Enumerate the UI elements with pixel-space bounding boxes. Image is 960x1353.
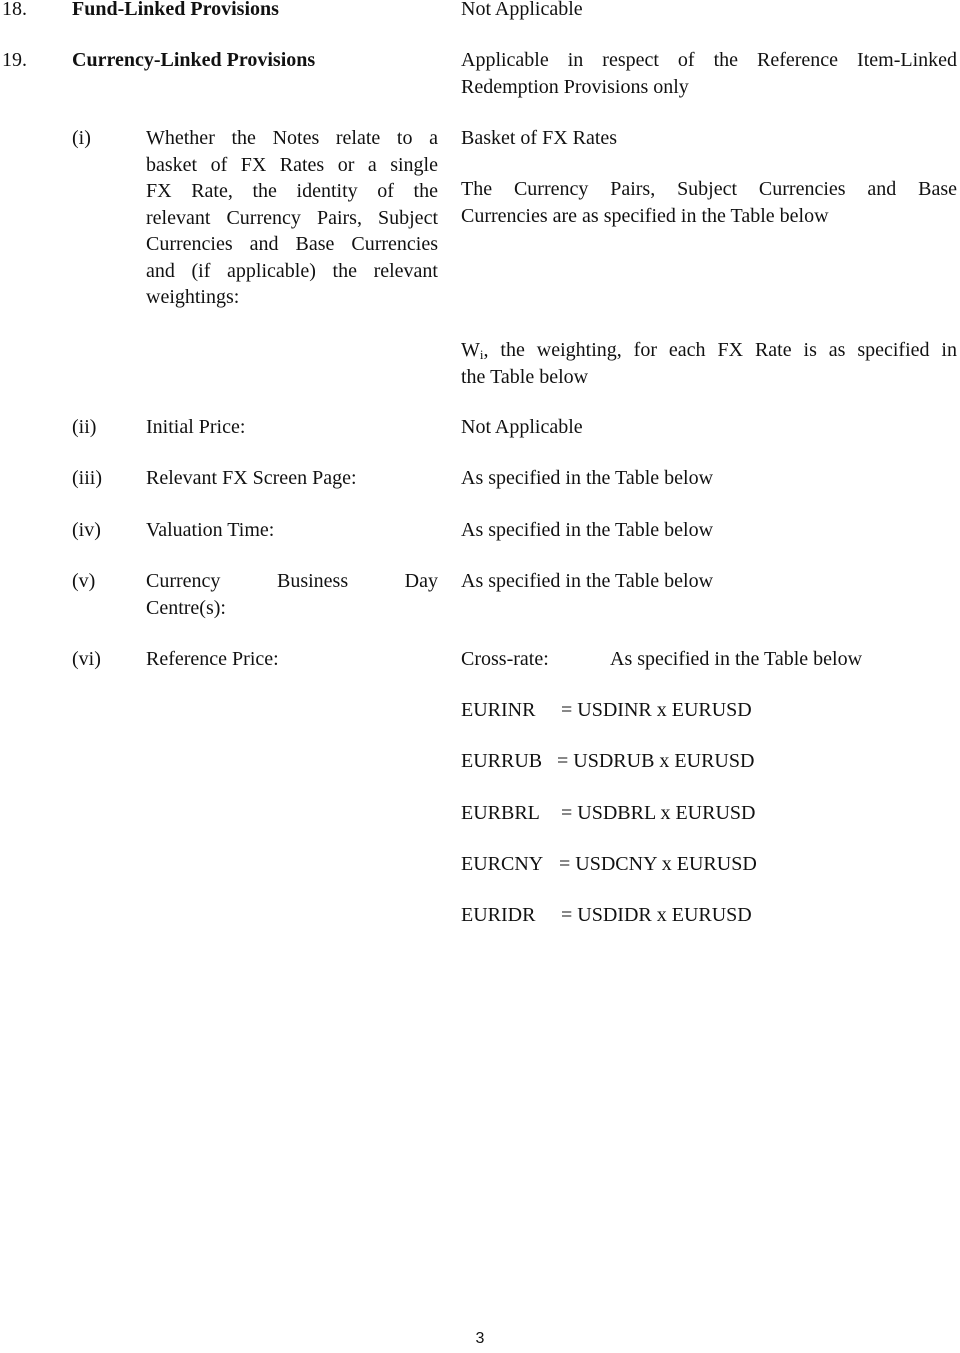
formula-row — [461, 697, 861, 724]
formula-row — [461, 902, 861, 929]
item-iii-number: (iii) — [72, 467, 102, 489]
page-number: 3 — [475, 1330, 485, 1347]
item-i-currency-pairs-line-1: The Currency Pairs, Subject Currencies and Base — [461, 178, 957, 200]
cross-rate-value: As specified in the Table below — [610, 648, 863, 670]
cross-rate-label: Cross-rate: — [461, 648, 549, 670]
item-i-weighting-line-1 — [461, 337, 957, 364]
formula-row — [461, 800, 861, 827]
item-v-label — [146, 568, 438, 621]
item-i-currency-pairs-line-2: Currencies are as specified in the Table below — [461, 204, 829, 227]
item-i-label-line-7: weightings: — [146, 286, 240, 308]
formula-rhs: = USDBRL x EURUSD — [561, 802, 756, 824]
formula-rhs: = USDINR x EURUSD — [561, 699, 752, 721]
item-i-number: (i) — [72, 127, 91, 149]
formula-rhs: = USDRUB x EURUSD — [557, 750, 755, 772]
item-v-label-line-2: Centre(s): — [146, 596, 226, 619]
section-18-number: 18. — [2, 0, 27, 20]
formula-rhs: = USDIDR x EURUSD — [561, 904, 752, 926]
item-ii-label: Initial Price: — [146, 416, 246, 438]
section-19-value — [461, 47, 957, 100]
item-iv-label: Valuation Time: — [146, 519, 275, 541]
section-19-title: Currency-Linked Provisions — [72, 49, 316, 71]
section-18-value: Not Applicable — [461, 0, 583, 20]
formula-row — [461, 748, 861, 775]
formula-row — [461, 851, 861, 878]
item-iv-number: (iv) — [72, 519, 101, 541]
item-i-label-line-5: Currencies and Base Currencies — [146, 233, 438, 255]
formula-lhs: EURIDR — [461, 904, 536, 926]
item-v-number: (v) — [72, 570, 96, 592]
item-i-value-basket: Basket of FX Rates — [461, 127, 618, 149]
item-i-weighting-line-2: the Table below — [461, 365, 589, 388]
section-19-value-line-2: Redemption Provisions only — [461, 75, 689, 98]
item-vi-label: Reference Price: — [146, 648, 279, 670]
formula-lhs: EURINR — [461, 699, 536, 721]
section-18-title: Fund-Linked Provisions — [72, 0, 279, 20]
item-i-label-line-3: FX Rate, the identity of the — [146, 180, 438, 202]
item-iv-value: As specified in the Table below — [461, 519, 714, 541]
section-19-number: 19. — [2, 49, 27, 71]
item-i-value-weighting — [461, 337, 957, 390]
weighting-line-1-rest: , the weighting, for each FX Rate is as specified in — [483, 339, 957, 361]
item-ii-number: (ii) — [72, 416, 97, 438]
item-ii-value: Not Applicable — [461, 416, 583, 438]
item-vi-number: (vi) — [72, 648, 101, 670]
item-v-value: As specified in the Table below — [461, 570, 714, 592]
weighting-symbol: W — [461, 339, 480, 361]
item-i-label-line-4: relevant Currency Pairs, Subject — [146, 206, 438, 229]
section-19-value-line-1: Applicable in respect of the Reference Item-Linked — [461, 49, 957, 71]
item-v-label-line-1: Currency Business Day — [146, 570, 438, 592]
formula-rhs: = USDCNY x EURUSD — [559, 853, 757, 875]
item-iii-label: Relevant FX Screen Page: — [146, 467, 357, 489]
item-i-label — [146, 125, 438, 311]
item-iii-value: As specified in the Table below — [461, 467, 714, 489]
item-i-value-currency-pairs — [461, 176, 957, 229]
item-i-label-line-1: Whether the Notes relate to a — [146, 127, 438, 149]
formula-lhs: EURCNY — [461, 853, 544, 875]
item-i-label-line-2: basket of FX Rates or a single — [146, 153, 438, 176]
item-i-label-line-6: and (if applicable) the relevant — [146, 259, 438, 282]
formula-lhs: EURRUB — [461, 750, 543, 772]
weighting-subscript: i — [479, 347, 484, 362]
formula-lhs: EURBRL — [461, 802, 540, 824]
